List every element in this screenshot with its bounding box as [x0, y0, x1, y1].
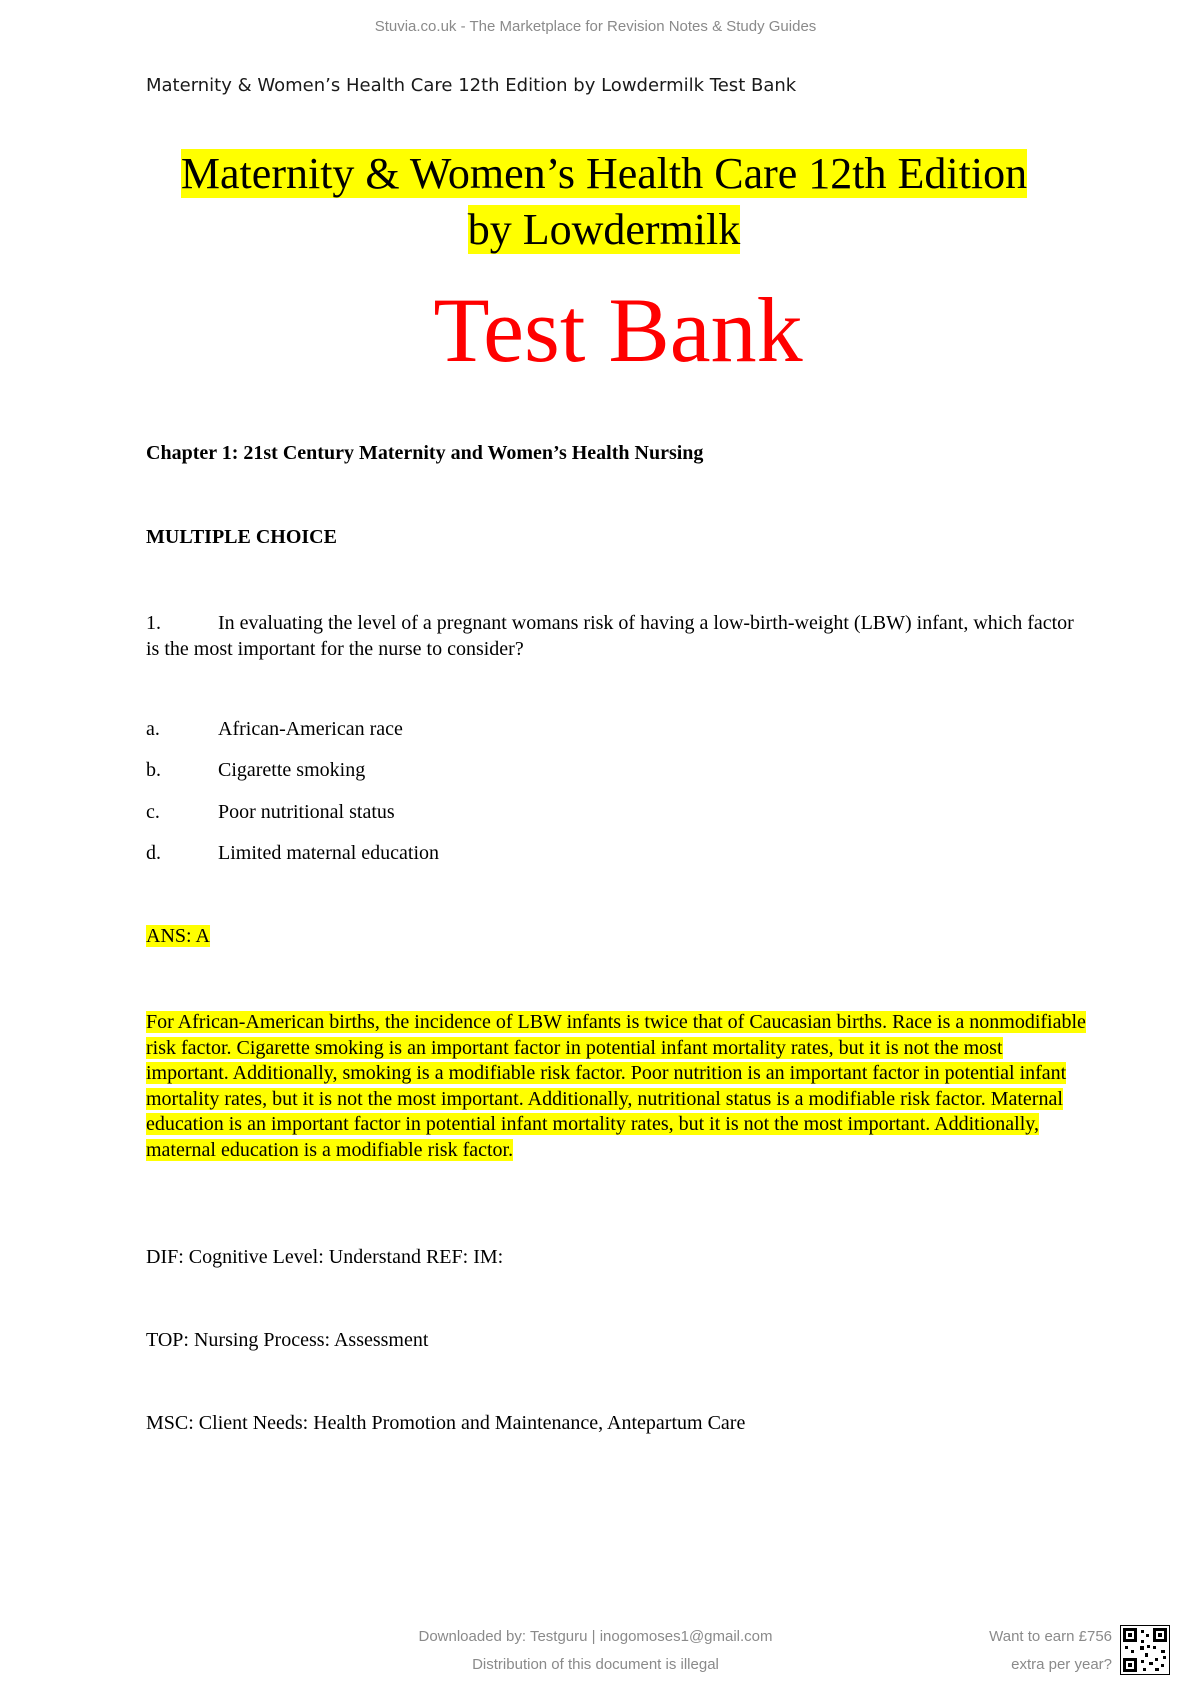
option-b: [146, 759, 365, 782]
option-text: Poor nutritional status: [218, 801, 395, 823]
answer-text: ANS: A: [146, 925, 210, 947]
distribution-notice: Distribution of this document is illegal: [472, 1656, 719, 1673]
qr-code-icon[interactable]: [1120, 1625, 1170, 1675]
rationale-text: For African-American births, the incidence of LBW infants is twice that of Caucasian births. Race is a nonmodifiable risk factor. Cigarette smoking is an important factor in potential infant mortality rates, but it is not the most important. Additionally, smoking is a modifiable risk factor. Poor nutrition is an important factor in potential infant mortality rates, but it is not the most important. Additionally, nutritional status is a modifiable risk factor. Maternal education is an important factor in potential infant mortality rates, but it is not the most important. Additionally, maternal education is a modifiable risk factor.: [146, 1011, 1086, 1161]
title-line-1: Maternity & Women’s Health Care 12th Edition: [180, 149, 1028, 198]
document-title: [120, 146, 1088, 258]
title-line-2: by Lowdermilk: [467, 205, 741, 254]
question-1: [146, 610, 1086, 662]
answer-line: [146, 925, 210, 948]
section-heading: MULTIPLE CHOICE: [146, 526, 337, 548]
rationale: [146, 1010, 1086, 1163]
option-text: Cigarette smoking: [218, 759, 366, 781]
option-c: [146, 801, 395, 824]
chapter-heading: Chapter 1: 21st Century Maternity and Women’s Health Nursing: [146, 442, 704, 464]
option-letter: a.: [146, 718, 160, 740]
question-text: In evaluating the level of a pregnant womans risk of having a low-birth-weight (LBW) infant, which factor is the most important for the nurse to consider?: [146, 612, 1074, 660]
test-bank-heading: Test Bank: [433, 279, 803, 381]
question-number: 1.: [146, 612, 161, 634]
downloaded-by-footer: Downloaded by: Testguru | inogomoses1@gmail.com: [418, 1628, 773, 1645]
option-text: Limited maternal education: [218, 842, 440, 864]
running-head: Maternity & Women’s Health Care 12th Edition by Lowdermilk Test Bank: [146, 75, 797, 96]
earn-promo-line2[interactable]: extra per year?: [1011, 1656, 1112, 1673]
option-a: [146, 718, 403, 741]
option-text: African-American race: [218, 718, 403, 740]
client-needs-line: MSC: Client Needs: Health Promotion and Maintenance, Antepartum Care: [146, 1412, 746, 1434]
topic-line: TOP: Nursing Process: Assessment: [146, 1329, 429, 1351]
option-letter: b.: [146, 759, 161, 781]
earn-promo-line1[interactable]: Want to earn £756: [989, 1628, 1112, 1645]
difficulty-line: DIF: Cognitive Level: Understand REF: IM:: [146, 1246, 504, 1268]
option-d: [146, 842, 439, 865]
stuvia-watermark: Stuvia.co.uk - The Marketplace for Revision Notes & Study Guides: [374, 18, 817, 35]
option-letter: c.: [146, 801, 160, 823]
option-letter: d.: [146, 842, 161, 864]
